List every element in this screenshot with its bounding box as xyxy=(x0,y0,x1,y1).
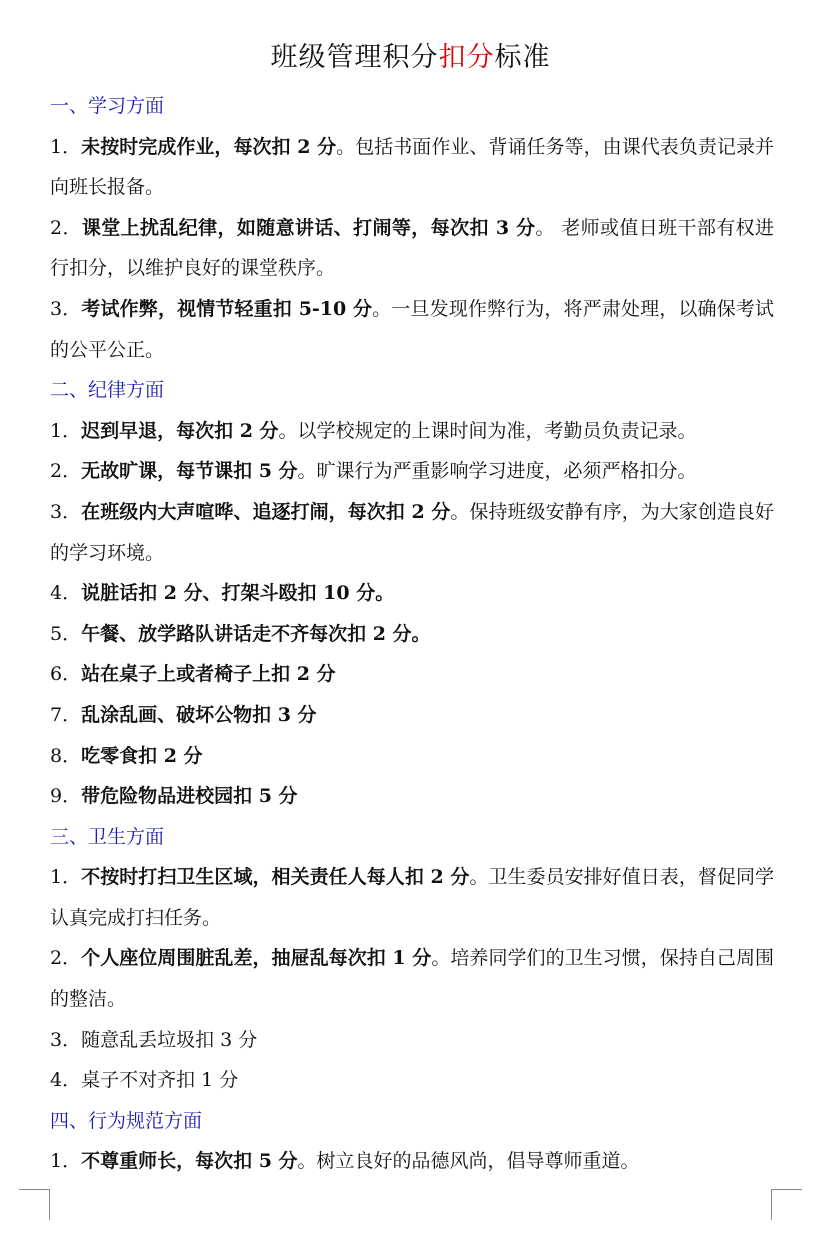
item-number: 4． xyxy=(50,1069,82,1092)
section-hygiene xyxy=(50,817,774,1101)
rule-item xyxy=(50,1141,774,1182)
section-heading: 四、行为规范方面 xyxy=(50,1109,203,1132)
item-rule: 不按时打扫卫生区域，相关责任人每人扣 2 分 xyxy=(81,866,470,889)
item-number: 9． xyxy=(50,785,82,808)
item-note: 。卫生委员安排好值日表，督促同学认真完成打扫任务。 xyxy=(50,866,774,929)
item-number: 1． xyxy=(50,1150,82,1173)
item-note: 。包括书面作业、背诵任务等，由课代表负责记录并向班长报备。 xyxy=(50,135,774,199)
item-number: 8． xyxy=(50,744,82,767)
section-heading: 一、学习方面 xyxy=(50,95,165,117)
item-number: 3． xyxy=(50,500,82,523)
item-number: 2． xyxy=(50,460,82,483)
rule-item xyxy=(50,411,774,452)
page-corner-mark-right xyxy=(771,1189,802,1220)
item-note: 随意乱丢垃圾扣 3 分 xyxy=(81,1028,258,1051)
item-note: 。 老师或值日班干部有权进行扣分，以维护良好的课堂秩序。 xyxy=(50,216,775,280)
item-number: 5． xyxy=(50,622,82,645)
rule-item xyxy=(50,654,774,695)
item-number: 6． xyxy=(50,663,82,686)
item-rule: 不尊重师长，每次扣 5 分 xyxy=(81,1150,298,1173)
item-note: 。以学校规定的上课时间为准，考勤员负责记录。 xyxy=(278,419,697,442)
rule-item xyxy=(50,573,774,614)
item-number: 1． xyxy=(50,419,82,442)
item-rule: 无故旷课，每节课扣 5 分 xyxy=(81,460,298,483)
section-study xyxy=(50,86,774,370)
rule-item xyxy=(50,1020,774,1061)
rule-item xyxy=(50,614,774,655)
item-number: 3． xyxy=(50,297,82,320)
rule-item xyxy=(50,127,774,208)
item-rule: 说脏话扣 2 分、打架斗殴扣 10 分。 xyxy=(81,582,395,605)
item-number: 4． xyxy=(50,582,82,605)
section-conduct xyxy=(50,1101,774,1182)
item-note: 。培养同学们的卫生习惯，保持自己周围的整洁。 xyxy=(50,947,774,1011)
document-body xyxy=(50,86,774,1182)
item-note: 。旷课行为严重影响学习进度，必须严格扣分。 xyxy=(297,460,697,483)
title-text-end: 标准 xyxy=(494,42,551,73)
item-number: 1． xyxy=(50,135,82,158)
item-note: 。一旦发现作弊行为，将严肃处理，以确保考试的公平公正。 xyxy=(50,297,774,361)
document-title xyxy=(0,38,821,78)
title-text-highlight: 扣分 xyxy=(438,42,495,73)
rule-item xyxy=(50,1060,774,1101)
item-rule: 带危险物品进校园扣 5 分 xyxy=(81,785,298,808)
rule-item xyxy=(50,776,774,817)
item-number: 7． xyxy=(50,703,82,726)
item-note: 。树立良好的品德风尚，倡导尊师重道。 xyxy=(297,1150,640,1173)
item-rule: 未按时完成作业，每次扣 2 分 xyxy=(81,135,337,158)
item-note: 桌子不对齐扣 1 分 xyxy=(81,1069,239,1092)
rule-item xyxy=(50,938,774,1019)
rule-item xyxy=(50,857,774,938)
item-rule: 吃零食扣 2 分 xyxy=(81,744,203,767)
page-corner-mark-left xyxy=(19,1189,50,1220)
section-discipline xyxy=(50,370,774,817)
item-number: 2． xyxy=(50,216,82,239)
item-number: 3． xyxy=(50,1028,82,1051)
rule-item xyxy=(50,492,774,573)
rule-item xyxy=(50,736,774,777)
item-number: 1． xyxy=(50,866,82,889)
item-rule: 课堂上扰乱纪律，如随意讲话、打闹等，每次扣 3 分 xyxy=(81,216,536,239)
title-text-start: 班级管理积分 xyxy=(270,42,439,73)
item-rule: 迟到早退，每次扣 2 分 xyxy=(81,419,279,442)
item-rule: 午餐、放学路队讲话走不齐每次扣 2 分。 xyxy=(81,622,431,645)
item-note: 。保持班级安静有序，为大家创造良好的学习环境。 xyxy=(50,500,774,564)
item-rule: 个人座位周围脏乱差，抽屉乱每次扣 1 分 xyxy=(81,947,432,970)
rule-item xyxy=(50,208,774,289)
item-rule: 站在桌子上或者椅子上扣 2 分 xyxy=(81,663,336,686)
item-rule: 考试作弊，视情节轻重扣 5-10 分 xyxy=(81,297,373,320)
section-heading: 二、纪律方面 xyxy=(50,379,165,402)
rule-item xyxy=(50,451,774,492)
rule-item xyxy=(50,289,774,370)
item-rule: 乱涂乱画、破坏公物扣 3 分 xyxy=(81,703,317,726)
section-heading: 三、卫生方面 xyxy=(50,825,165,848)
item-rule: 在班级内大声喧哗、追逐打闹，每次扣 2 分 xyxy=(81,500,451,523)
rule-item xyxy=(50,695,774,736)
item-number: 2． xyxy=(50,947,82,970)
